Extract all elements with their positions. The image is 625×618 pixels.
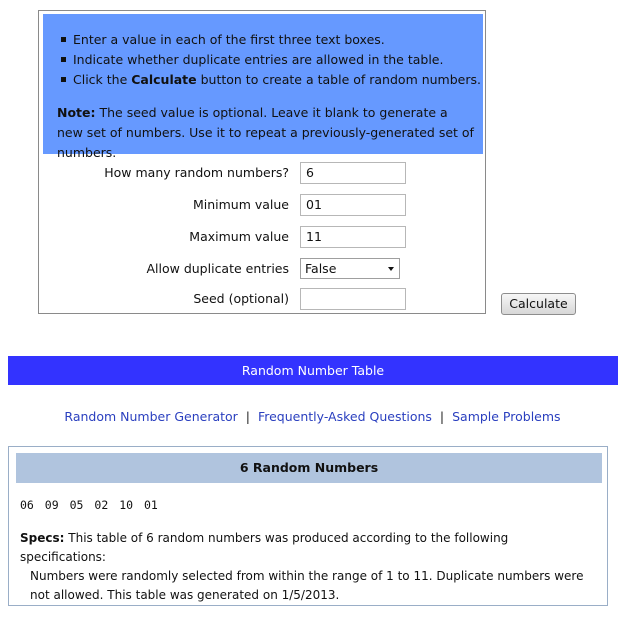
nav-links bbox=[0, 408, 625, 426]
how-many-row bbox=[39, 162, 485, 186]
seed-input[interactable] bbox=[300, 288, 406, 310]
minimum-value-row bbox=[39, 194, 485, 218]
note-body: The seed value is optional. Leave it blank to generate a new set of numbers. Use it to repeat a previously-generated set of numbers. bbox=[57, 105, 474, 160]
instruction-item bbox=[73, 72, 481, 92]
duplicates-label: Allow duplicate entries bbox=[146, 261, 289, 276]
maximum-value-row bbox=[39, 226, 485, 250]
random-number: 02 bbox=[94, 498, 109, 512]
minimum-value-input[interactable]: 01 bbox=[300, 194, 406, 216]
bullet-icon bbox=[61, 37, 66, 42]
duplicates-selected-value: False bbox=[305, 261, 337, 276]
dropdown-arrow-icon[interactable] bbox=[388, 267, 394, 271]
bullet-icon bbox=[61, 77, 66, 82]
random-numbers-list bbox=[20, 497, 162, 513]
bullet-icon bbox=[61, 57, 66, 62]
seed-label: Seed (optional) bbox=[193, 291, 289, 306]
random-number: 09 bbox=[44, 498, 59, 512]
note-text bbox=[57, 103, 477, 163]
instruction-text-bold: Calculate bbox=[131, 72, 197, 87]
random-number-table-header: Random Number Table bbox=[8, 356, 618, 385]
random-number: 05 bbox=[69, 498, 84, 512]
maximum-value-label: Maximum value bbox=[189, 229, 289, 244]
instruction-text: Indicate whether duplicate entries are allowed in the table. bbox=[73, 52, 444, 67]
duplicates-select[interactable] bbox=[300, 258, 400, 279]
random-number: 06 bbox=[20, 498, 34, 512]
maximum-value-input[interactable]: 11 bbox=[300, 226, 406, 248]
link-random-number-generator[interactable]: Random Number Generator bbox=[64, 409, 238, 424]
seed-row bbox=[39, 288, 485, 312]
minimum-value-label: Minimum value bbox=[192, 197, 289, 212]
calculate-button[interactable]: Calculate bbox=[501, 293, 576, 315]
instruction-item bbox=[73, 52, 481, 72]
results-panel bbox=[8, 446, 608, 606]
link-faq[interactable]: Frequently-Asked Questions bbox=[257, 409, 432, 424]
calculator-form bbox=[38, 10, 486, 314]
results-title: 6 Random Numbers bbox=[16, 453, 602, 483]
instruction-text-suffix: button to create a table of random numbers. bbox=[196, 72, 481, 87]
instruction-text-prefix: Click the bbox=[73, 72, 132, 87]
random-number: 01 bbox=[143, 498, 158, 512]
specs-body: Numbers were randomly selected from within the range of 1 to 11. Duplicate numbers were not allowed. This table was generated on 1/5/2013. bbox=[30, 569, 584, 602]
random-number: 10 bbox=[119, 498, 134, 512]
duplicates-row bbox=[39, 258, 485, 282]
instructions-panel bbox=[43, 14, 483, 160]
link-separator: | bbox=[245, 409, 250, 424]
how-many-input[interactable]: 6 bbox=[300, 162, 406, 184]
link-separator: | bbox=[439, 409, 445, 424]
link-sample-problems[interactable]: Sample Problems bbox=[452, 409, 561, 424]
instruction-item bbox=[73, 32, 481, 52]
specs-text bbox=[20, 529, 585, 605]
specs-label: Specs: bbox=[20, 531, 65, 545]
note-label: Note: bbox=[57, 105, 96, 120]
how-many-label: How many random numbers? bbox=[104, 165, 289, 180]
instructions-list bbox=[73, 32, 481, 92]
specs-intro: This table of 6 random numbers was produced according to the following specifications: bbox=[20, 531, 509, 564]
instruction-text: Enter a value in each of the first three text boxes. bbox=[73, 32, 385, 47]
